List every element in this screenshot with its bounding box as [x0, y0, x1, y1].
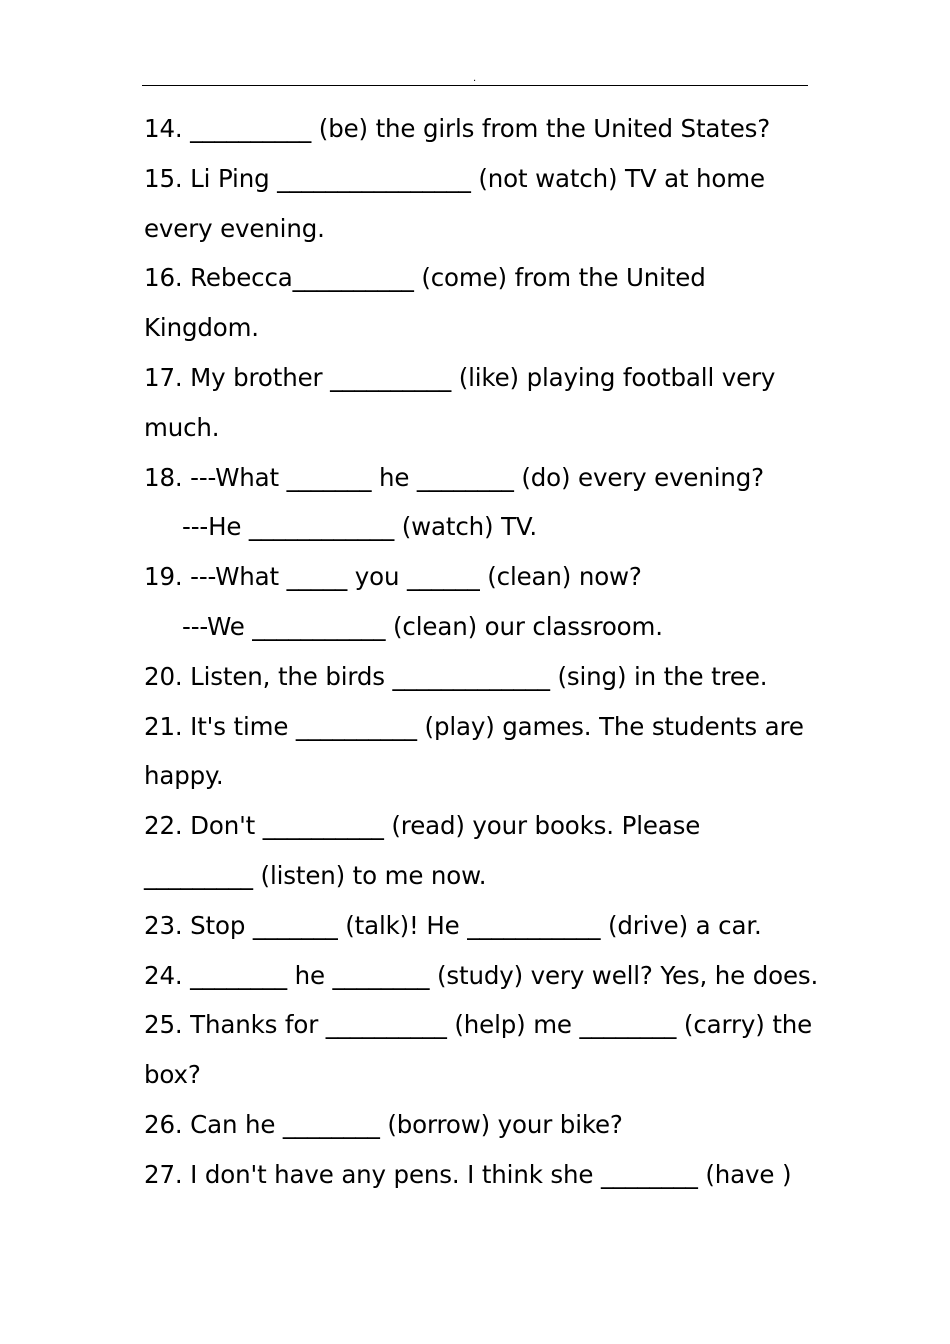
exercise-line: 14. __________ (be) the girls from the United States?: [144, 114, 771, 143]
exercise-line: 20. Listen, the birds _____________ (sing) in the tree.: [144, 661, 768, 691]
exercise-line: 17. My brother __________ (like) playing football very: [144, 362, 776, 392]
exercise-line-continued: much.: [144, 412, 220, 442]
exercise-line: 23. Stop _______ (talk)! He ___________ (drive) a car.: [144, 910, 762, 940]
header-mark: .: [473, 73, 477, 84]
exercise-dialogue-reply: ---We ___________ (clean) our classroom.: [182, 611, 663, 641]
exercise-line-continued: every evening.: [144, 213, 325, 243]
exercise-line: 24. ________ he ________ (study) very well? Yes, he does.: [144, 960, 819, 990]
exercise-line: 21. It's time __________ (play) games. The students are: [144, 711, 804, 741]
exercise-line-continued: _________ (listen) to me now.: [144, 860, 487, 890]
exercise-list: [144, 104, 844, 1200]
exercise-line: 16. Rebecca__________ (come) from the United: [144, 263, 706, 293]
exercise-line: 27. I don't have any pens. I think she ________ (have ): [144, 1159, 792, 1189]
header-rule: [142, 85, 808, 86]
exercise-line-continued: Kingdom.: [144, 313, 259, 343]
exercise-line: 19. ---What _____ you ______ (clean) now?: [144, 562, 642, 592]
exercise-line: 15. Li Ping ________________ (not watch) TV at home: [144, 163, 765, 193]
exercise-line-continued: box?: [144, 1060, 201, 1090]
exercise-line: 22. Don't __________ (read) your books. Please: [144, 811, 701, 841]
exercise-line: 25. Thanks for __________ (help) me ________ (carry) the: [144, 1010, 813, 1040]
exercise-dialogue-reply: ---He ____________ (watch) TV.: [182, 512, 538, 542]
exercise-line: 18. ---What _______ he ________ (do) every evening?: [144, 462, 765, 492]
exercise-line-continued: happy.: [144, 761, 224, 791]
exercise-line: 26. Can he ________ (borrow) your bike?: [144, 1109, 623, 1139]
